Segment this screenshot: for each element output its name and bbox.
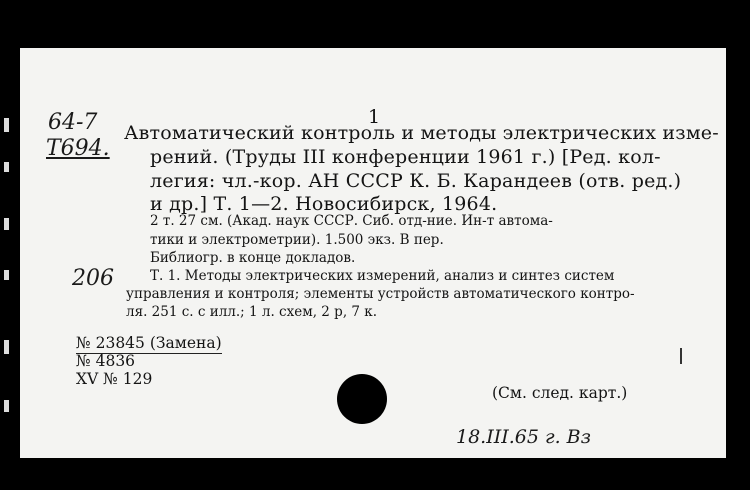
description-line: управления и контроля; элементы устройств автоматического контро- <box>126 286 635 302</box>
description-line: Т. 1. Методы электрических измерений, анализ и синтез систем <box>150 268 615 284</box>
edge-mark <box>4 270 9 280</box>
edge-mark <box>4 340 9 354</box>
edge-mark <box>4 400 9 412</box>
description-line: тики и электрометрии). 1.500 экз. В пер. <box>150 232 444 248</box>
card-number: 1 <box>368 106 381 128</box>
call-number-bottom: Т694. <box>46 136 110 161</box>
registry-number: № 4836 <box>76 352 136 370</box>
edge-mark <box>4 218 9 230</box>
description-line: Библиогр. в конце докладов. <box>150 250 356 266</box>
description-line: ля. 251 с. с илл.; 1 л. схем, 2 р, 7 к. <box>126 304 378 320</box>
title-line: легия: чл.-кор. АН СССР К. Б. Карандеев (отв. ред.) <box>150 170 682 192</box>
registry-number-replacement: № 23845 (Замена) <box>76 334 222 352</box>
margin-tick <box>680 348 682 364</box>
title-line: Автоматический контроль и методы электрических изме- <box>124 122 719 144</box>
title-line: рений. (Труды III конференции 1961 г.) [Ред. кол- <box>150 146 661 168</box>
registry-number: XV № 129 <box>76 370 153 388</box>
punch-hole <box>337 374 387 424</box>
continuation-note: (См. след. карт.) <box>492 384 628 402</box>
title-line: и др.] Т. 1—2. Новосибирск, 1964. <box>150 193 498 215</box>
edge-mark <box>4 162 9 172</box>
edge-mark <box>4 118 9 132</box>
margin-note: 206 <box>72 266 114 291</box>
handwritten-date: 18.III.65 г. Вз <box>456 426 591 448</box>
description-line: 2 т. 27 см. (Акад. наук СССР. Сиб. отд-ние. Ин-т автома- <box>150 213 553 229</box>
call-number-top: 64-7 <box>48 110 98 135</box>
